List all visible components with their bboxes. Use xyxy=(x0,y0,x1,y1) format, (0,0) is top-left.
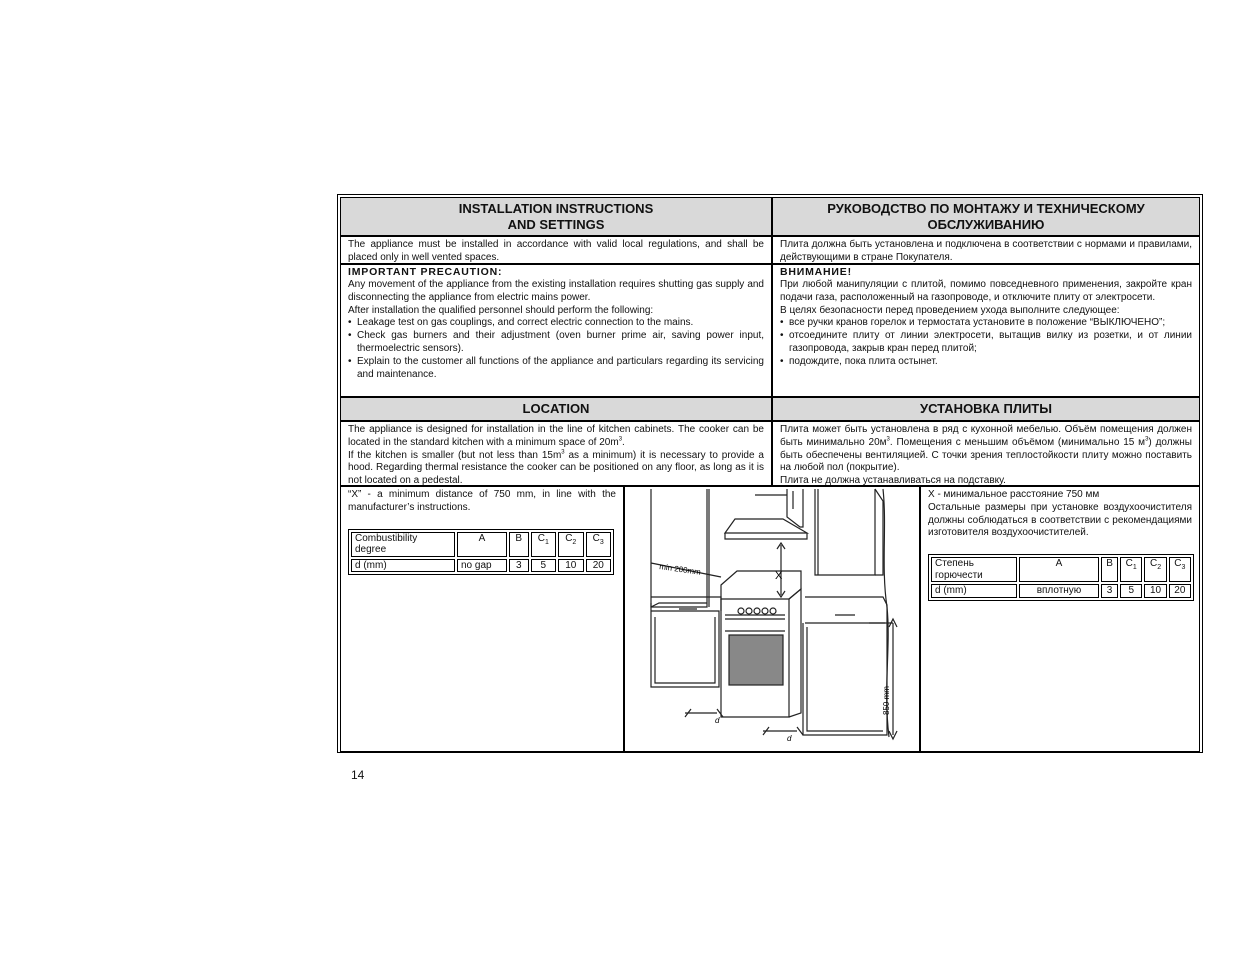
gap-dimension-right xyxy=(763,727,803,735)
oven-window xyxy=(729,635,783,685)
table-row xyxy=(351,559,611,573)
hood xyxy=(725,519,807,533)
en-location-title: LOCATION xyxy=(522,401,590,416)
en-distance-cell xyxy=(340,486,624,752)
table-row xyxy=(931,584,1191,598)
en-heading-line1: INSTALLATION INSTRUCTIONS xyxy=(458,200,654,216)
table-header-b: B xyxy=(509,532,529,557)
page-number: 14 xyxy=(351,768,365,782)
table-header-b: B xyxy=(1101,557,1118,582)
en-precaution-list xyxy=(348,317,764,381)
table-row: Combustibility degree A B $C_1$ $C_2$ $C_3$ xyxy=(351,532,611,557)
en-intro-text: The appliance must be installed in accordance with valid local regulations, and shall be placed only in well vented spaces. xyxy=(348,239,764,263)
right-base-cabinet xyxy=(803,597,887,735)
gap-label-left: d xyxy=(715,716,720,725)
ru-location-p1: Плита может быть установлена в ряд с кухонной мебелью. Объём помещения должен быть минимально $20м^3$. Помещения с меньшим объёмом (минимально 15 $м^3$) должны быть обеспечены вентиляцией. С точки зрения теплостойкости плиту можно поставить на любой пол (покрытие). xyxy=(780,424,1192,474)
ru-intro-text: Плита должна быть установлена и подключена в соответствии с нормами и правилами, действующими в стране Покупателя. xyxy=(780,239,1192,263)
table-row-label: d (mm) xyxy=(351,559,455,573)
list-item: • подождите, пока плита остынет. xyxy=(780,356,1192,369)
ru-distance-cell xyxy=(920,486,1200,752)
ru-distance-note-2: Остальные размеры при установке воздухоочистителя должны соблюдаться в соответствии с рекомендациями изготовителя воздухоочистителей. xyxy=(928,501,1192,539)
cooker-hob xyxy=(721,571,801,599)
en-location-heading xyxy=(340,397,772,421)
ru-location-title: УСТАНОВКА ПЛИТЫ xyxy=(920,401,1052,416)
hood-chimney xyxy=(787,489,803,527)
gap-label-right: d xyxy=(787,734,792,743)
ru-combustibility-table xyxy=(928,554,1194,601)
en-distance-note: “X” - a minimum distance of 750 mm, in line with the manufacturer’s instructions. xyxy=(348,489,616,513)
table-cell-c1: 5 xyxy=(531,559,556,573)
table-row: Степень горючести A B $C_1$ $C_2$ $C_3$ xyxy=(931,557,1191,582)
table-header-a: A xyxy=(457,532,507,557)
height-label: 850 mm xyxy=(882,686,891,715)
list-item: • все ручки кранов горелок и термостата установите в положение “ВЫКЛЮЧЕНО”; xyxy=(780,317,1192,330)
en-precaution-text: Any movement of the appliance from the existing installation requires shutting gas supply and disconnecting the appliance from electric mains power. xyxy=(348,279,764,303)
en-precaution-title: IMPORTANT PRECAUTION: xyxy=(348,266,503,278)
ru-location-p2: Плита не должна устанавливаться на подставку. xyxy=(780,475,1006,486)
left-wall-cabinet xyxy=(651,489,707,607)
left-base-cabinet xyxy=(651,603,719,687)
table-cell-a: вплотную xyxy=(1019,584,1099,598)
list-item: • отсоедините плиту от линии электросети, вытащив вилку из розетки, и от линии газопровода, закрыв кран перед плитой; xyxy=(780,330,1192,356)
en-location-p2: If the kitchen is smaller (but not less than $15m^3$ as a minimum) it is necessary to provide a hood. Regarding thermal resistance the cooker can be positioned on any floor, as long as it is not located on a pedestal. xyxy=(348,449,764,486)
table-cell-b: 3 xyxy=(1101,584,1118,598)
ru-precaution-text: При любой манипуляции с плитой, помимо повседневного применения, закройте кран подачи газа, расположенный на газопроводе, и отключите плиту от электросети. xyxy=(780,279,1192,303)
list-item: • Check gas burners and their adjustment (oven burner prime air, saving power input, thermoelectric sensors). xyxy=(348,330,764,356)
content-grid xyxy=(340,197,1200,750)
ru-precaution xyxy=(772,264,1200,397)
en-combustibility-table xyxy=(348,529,614,576)
en-heading-line2: AND SETTINGS xyxy=(507,216,605,232)
ru-heading-line2: ОБСЛУЖИВАНИЮ xyxy=(927,216,1045,232)
x-label: X xyxy=(775,570,783,582)
instructions-frame xyxy=(337,194,1203,753)
table-cell-c3: 20 xyxy=(1169,584,1191,598)
table-header-a: A xyxy=(1019,557,1099,582)
table-cell-c2: 10 xyxy=(1144,584,1166,598)
ru-location xyxy=(772,421,1200,486)
en-precaution-text-2: After installation the qualified personnel should perform the following: xyxy=(348,304,654,316)
installation-diagram-cell xyxy=(624,486,920,752)
table-row-label: d (mm) xyxy=(931,584,1017,598)
ru-precaution-text-2: В целях безопасности перед проведением ухода выполните следующее: xyxy=(780,304,1120,316)
table-cell-c3: 20 xyxy=(586,559,612,573)
en-main-heading xyxy=(340,197,772,236)
en-location xyxy=(340,421,772,486)
ru-precaution-title: ВНИМАНИЕ! xyxy=(780,266,852,278)
ru-precaution-list xyxy=(780,317,1192,368)
ru-location-heading xyxy=(772,397,1200,421)
ru-heading-line1: РУКОВОДСТВО ПО МОНТАЖУ И ТЕХНИЧЕСКОМУ xyxy=(827,200,1145,216)
ru-intro xyxy=(772,236,1200,264)
kitchen-installation-diagram xyxy=(625,487,919,751)
table-header-label: Combustibility degree xyxy=(351,532,455,557)
ru-main-heading xyxy=(772,197,1200,236)
min-distance-label: min 200mm xyxy=(658,562,702,577)
en-precaution xyxy=(340,264,772,397)
list-item: • Leakage test on gas couplings, and correct electric connection to the mains. xyxy=(348,317,764,330)
table-cell-c1: 5 xyxy=(1120,584,1142,598)
ru-distance-note: X - минимальное расстояние 750 мм xyxy=(928,489,1100,500)
table-cell-b: 3 xyxy=(509,559,529,573)
diagram-drawing xyxy=(651,489,897,739)
height-dimension-line xyxy=(869,619,897,739)
en-location-p1: The appliance is designed for installation in the line of kitchen cabinets. The cooker can be located in the standard kitchen with a minimum space of $20m^3$. xyxy=(348,424,764,448)
table-cell-a: no gap xyxy=(457,559,507,573)
table-cell-c2: 10 xyxy=(558,559,583,573)
table-header-label: Степень горючести xyxy=(931,557,1017,582)
right-wall-cabinet xyxy=(815,489,875,575)
list-item: • Explain to the customer all functions of the appliance and particulars regarding its servicing and maintenance. xyxy=(348,356,764,382)
en-intro xyxy=(340,236,772,264)
